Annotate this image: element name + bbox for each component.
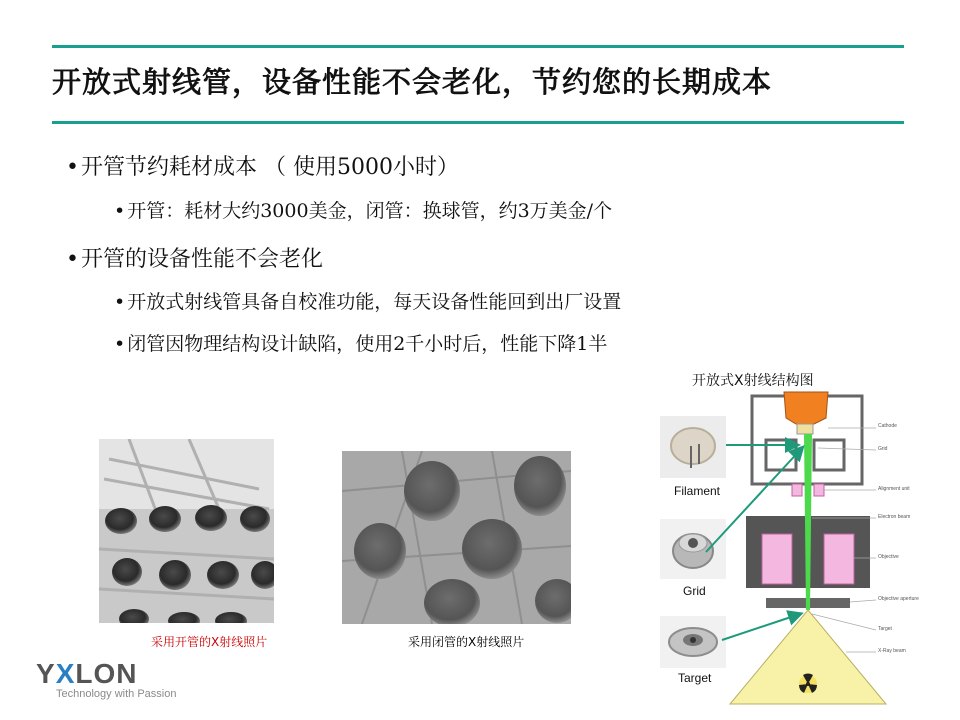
diagram-label-electron-beam: Electron beam: [878, 514, 911, 520]
diagram-title: 开放式X射线结构图: [692, 373, 814, 389]
yxlon-logo: YXLON: [36, 658, 138, 689]
target-label: Target: [678, 671, 712, 685]
diagram-label-xray-beam: X-Ray beam: [878, 648, 906, 654]
closed-tube-caption: 采用闭管的X射线照片: [408, 635, 525, 649]
diagram-label-alignment-unit: Alignment unit: [878, 486, 910, 492]
filament-label: Filament: [674, 484, 721, 498]
open-tube-caption: 采用开管的X射线照片: [151, 635, 268, 649]
bullet-2-sub-1: • 开放式射线管具备自校准功能，每天设备性能回到出厂设置: [114, 291, 622, 313]
bullet-1-sub: • 开管：耗材大约3000美金，闭管：换球管，约3万美金/个: [114, 200, 613, 222]
page-title: 开放式射线管，设备性能不会老化，节约您的长期成本: [52, 65, 773, 99]
diagram-label-objective-aperture: Objective aperture: [878, 596, 919, 602]
bullet-1: •开管节约耗材成本 （ 使用5000小时）: [66, 155, 459, 180]
diagram-label-objective: Objective: [878, 554, 899, 560]
grid-label: Grid: [683, 584, 706, 598]
diagram-label-cathode: Cathode: [878, 423, 897, 429]
bullet-2: •开管的设备性能不会老化: [66, 247, 323, 272]
brand-tagline: Technology with Passion: [56, 688, 177, 700]
diagram-label-grid: Grid: [878, 446, 888, 452]
bullet-2-sub-2: • 闭管因物理结构设计缺陷，使用2千小时后，性能下降1半: [114, 333, 608, 355]
diagram-label-target: Target: [878, 626, 892, 632]
